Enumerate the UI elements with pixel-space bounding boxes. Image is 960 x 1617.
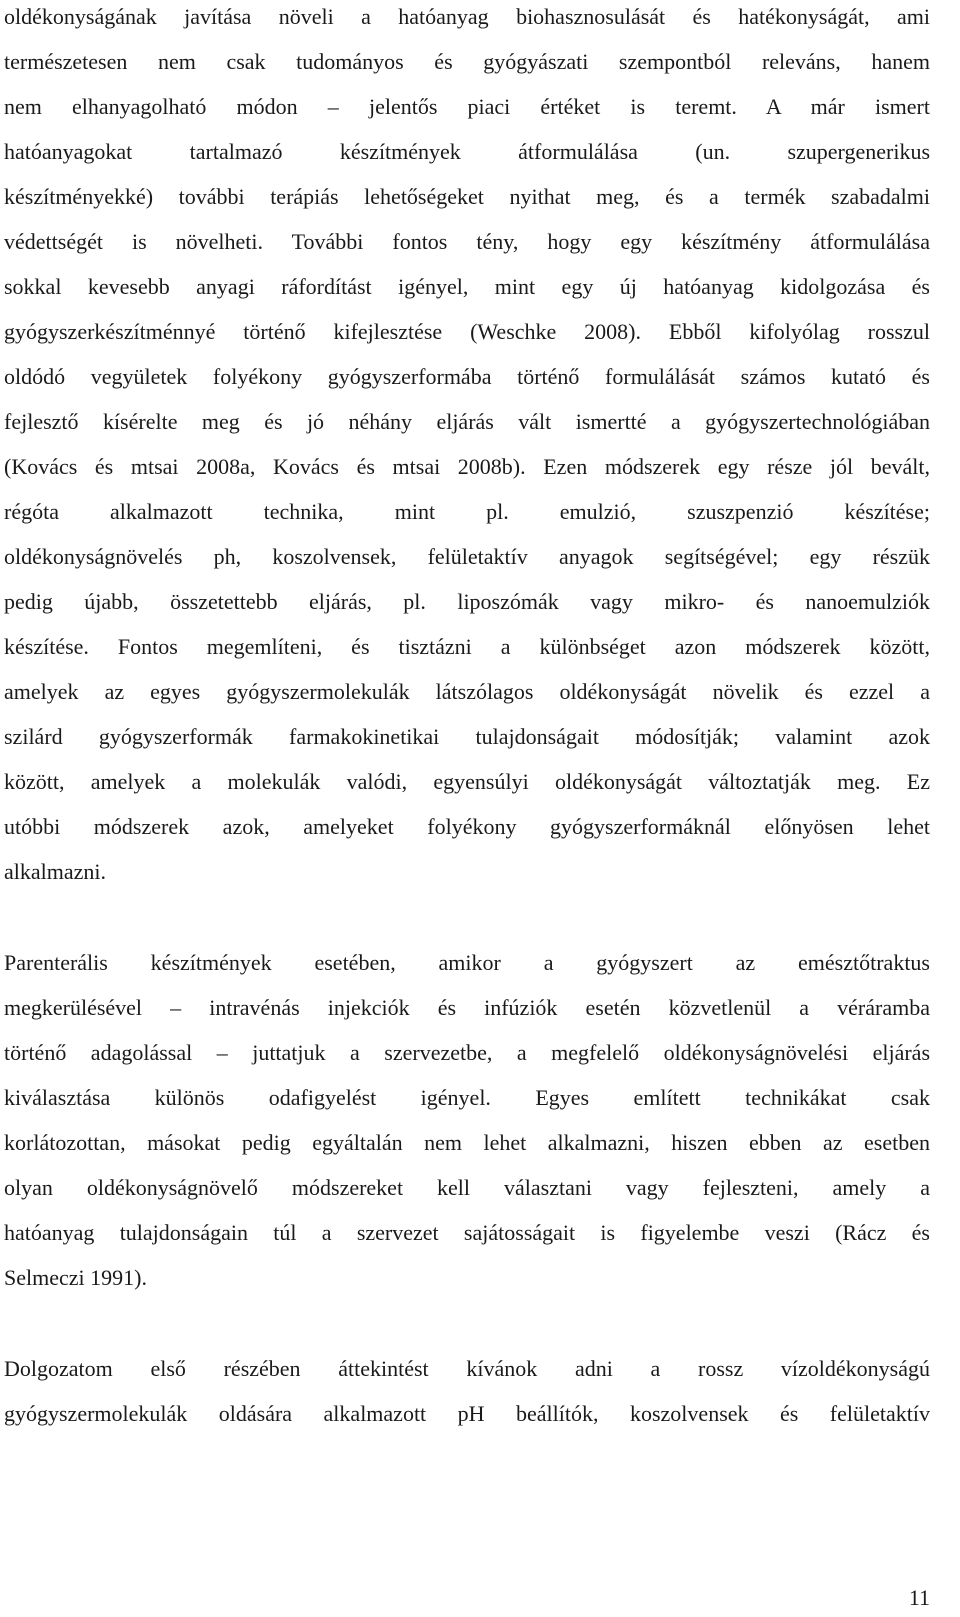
- paragraph-1-line-9: oldódó vegyületek folyékony gyógyszerformába történő formulálását számos kutató és: [4, 364, 930, 389]
- paragraph-2-line-5: korlátozottan, másokat pedig egyáltalán nem lehet alkalmazni, hiszen ebben az esetben: [4, 1130, 930, 1155]
- paragraph-1-line-13: oldékonyságnövelés ph, koszolvensek, felületaktív anyagok segítségével; egy részük: [4, 544, 930, 569]
- paragraph-1-line-7: sokkal kevesebb anyagi ráfordítást igényel, mint egy új hatóanyag kidolgozása és: [4, 274, 930, 299]
- paragraph-2-line-2: megkerülésével – intravénás injekciók és infúziók esetén közvetlenül a véráramba: [4, 995, 930, 1020]
- paragraph-1-line-17: szilárd gyógyszerformák farmakokinetikai tulajdonságait módosítják; valamint azok: [4, 724, 930, 749]
- paragraph-3-line-1: Dolgozatom első részében áttekintést kívánok adni a rossz vízoldékonyságú: [4, 1356, 930, 1381]
- paragraph-2-line-6: olyan oldékonyságnövelő módszereket kell választani vagy fejleszteni, amely a: [4, 1175, 930, 1200]
- paragraph-1-line-11: (Kovács és mtsai 2008a, Kovács és mtsai 2008b). Ezen módszerek egy része jól bevált,: [4, 454, 930, 479]
- paragraph-1-line-15: készítése. Fontos megemlíteni, és tisztázni a különbséget azon módszerek között,: [4, 634, 930, 659]
- paragraph-1-line-2: természetesen nem csak tudományos és gyógyászati szempontból releváns, hanem: [4, 49, 930, 74]
- paragraph-1-line-6: védettségét is növelheti. További fontos tény, hogy egy készítmény átformulálása: [4, 229, 930, 254]
- paragraph-1-line-19: utóbbi módszerek azok, amelyeket folyékony gyógyszerformáknál előnyösen lehet: [4, 814, 930, 839]
- paragraph-2-line-3: történő adagolással – juttatjuk a szervezetbe, a megfelelő oldékonyságnövelési eljárás: [4, 1040, 930, 1065]
- paragraph-1-line-10: fejlesztő kísérelte meg és jó néhány eljárás vált ismertté a gyógyszertechnológiában: [4, 409, 930, 434]
- paragraph-1-line-20: alkalmazni.: [4, 859, 107, 884]
- paragraph-1-line-3: nem elhanyagolható módon – jelentős piaci értéket is teremt. A már ismert: [4, 94, 930, 119]
- paragraph-1-line-1: oldékonyságának javítása növeli a hatóanyag biohasznosulását és hatékonyságát, ami: [4, 4, 930, 29]
- page-number: 11: [908, 1585, 930, 1610]
- paragraph-2-line-8: Selmeczi 1991).: [4, 1265, 147, 1290]
- paragraph-1-line-12: régóta alkalmazott technika, mint pl. emulzió, szuszpenzió készítése;: [4, 499, 930, 524]
- paragraph-3-line-2: gyógyszermolekulák oldására alkalmazott pH beállítók, koszolvensek és felületaktív: [4, 1401, 930, 1426]
- paragraph-1-line-4: hatóanyagokat tartalmazó készítmények átformulálása (un. szupergenerikus: [4, 139, 930, 164]
- paragraph-1-line-5: készítményekké) további terápiás lehetőségeket nyithat meg, és a termék szabadalmi: [4, 184, 930, 209]
- paragraph-1-line-8: gyógyszerkészítménnyé történő kifejlesztése (Weschke 2008). Ebből kifolyólag rosszul: [4, 319, 930, 344]
- paragraph-2-line-4: kiválasztása különös odafigyelést igényel. Egyes említett technikákat csak: [4, 1085, 930, 1110]
- paragraph-1-line-16: amelyek az egyes gyógyszermolekulák látszólagos oldékonyságát növelik és ezzel a: [4, 679, 930, 704]
- paragraph-1-line-14: pedig újabb, összetettebb eljárás, pl. liposzómák vagy mikro- és nanoemulziók: [4, 589, 930, 614]
- paragraph-2-line-1: Parenterális készítmények esetében, amikor a gyógyszert az emésztőtraktus: [4, 950, 930, 975]
- paragraph-1-line-18: között, amelyek a molekulák valódi, egyensúlyi oldékonyságát változtatják meg. Ez: [4, 769, 930, 794]
- paragraph-2-line-7: hatóanyag tulajdonságain túl a szervezet sajátosságait is figyelembe veszi (Rácz és: [4, 1220, 930, 1245]
